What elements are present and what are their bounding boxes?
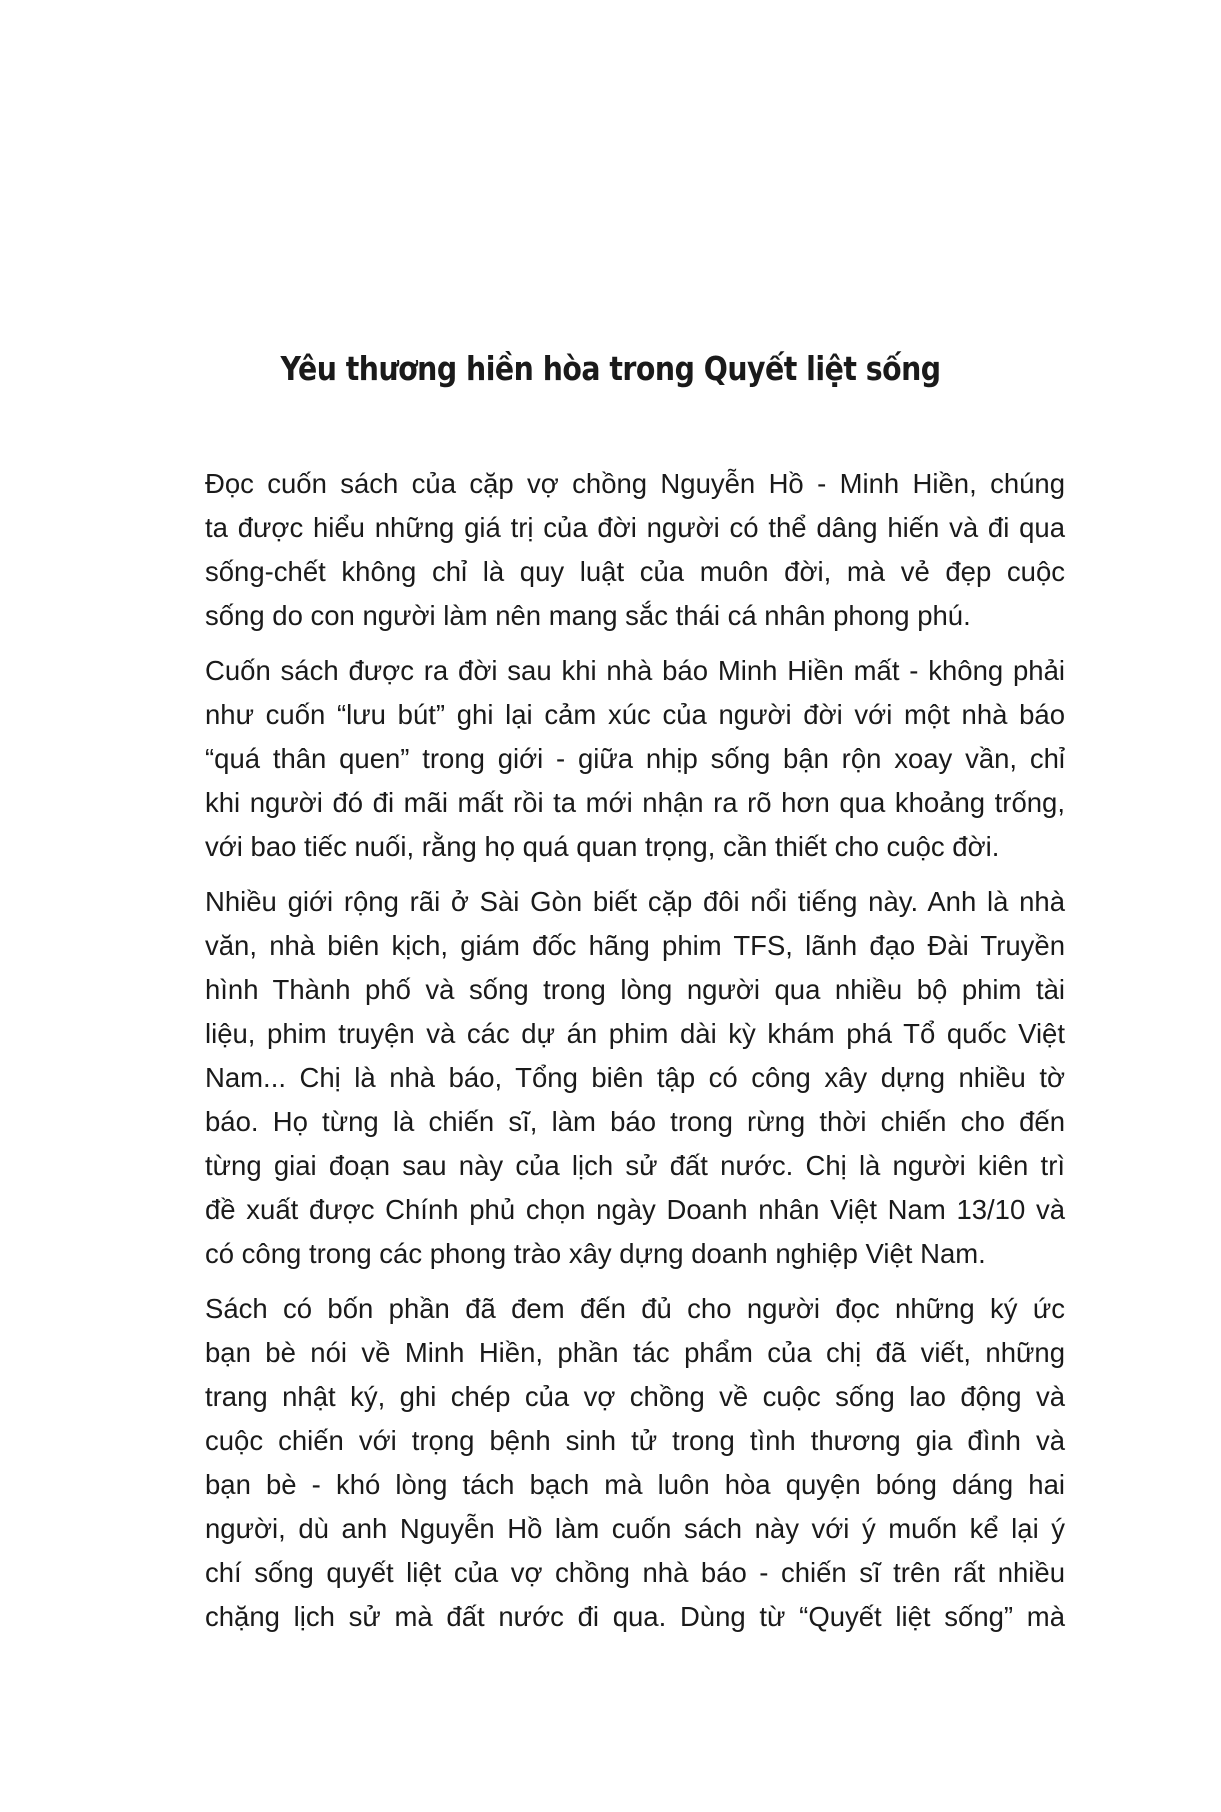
text-line: văn, nhà biên kịch, giám đốc hãng phim TFS, lãnh đạo Đài Truyền: [205, 930, 1065, 961]
text-line: Nam... Chị là nhà báo, Tổng biên tập có công xây dựng nhiều tờ: [205, 1062, 1065, 1093]
paragraph-4: [205, 1287, 1065, 1639]
text-line: ta được hiểu những giá trị của đời người có thể dâng hiến và đi qua: [205, 512, 1065, 543]
text-line: Đọc cuốn sách của cặp vợ chồng Nguyễn Hồ - Minh Hiền, chúng: [205, 468, 1065, 499]
text-line: từng giai đoạn sau này của lịch sử đất nước. Chị là người kiên trì: [205, 1150, 1065, 1181]
chapter-title: Yêu thương hiền hòa trong Quyết liệt sống: [280, 349, 941, 388]
text-line: bạn bè nói về Minh Hiền, phần tác phẩm của chị đã viết, những: [205, 1337, 1065, 1368]
text-line: Nhiều giới rộng rãi ở Sài Gòn biết cặp đôi nổi tiếng này. Anh là nhà: [205, 886, 1065, 917]
text-line: “quá thân quen” trong giới - giữa nhịp sống bận rộn xoay vần, chỉ: [205, 743, 1065, 774]
text-line: khi người đó đi mãi mất rồi ta mới nhận ra rõ hơn qua khoảng trống,: [205, 787, 1065, 818]
text-line: bạn bè - khó lòng tách bạch mà luôn hòa quyện bóng dáng hai: [205, 1469, 1065, 1500]
text-line: người, dù anh Nguyễn Hồ làm cuốn sách này với ý muốn kể lại ý: [205, 1513, 1065, 1544]
text-line: Cuốn sách được ra đời sau khi nhà báo Minh Hiền mất - không phải: [205, 655, 1065, 686]
text-line: báo. Họ từng là chiến sĩ, làm báo trong rừng thời chiến cho đến: [205, 1106, 1065, 1137]
text-line: hình Thành phố và sống trong lòng người qua nhiều bộ phim tài: [205, 974, 1065, 1005]
body-text: [205, 462, 1065, 1650]
text-line: đề xuất được Chính phủ chọn ngày Doanh nhân Việt Nam 13/10 và: [205, 1194, 1065, 1225]
text-line: chí sống quyết liệt của vợ chồng nhà báo - chiến sĩ trên rất nhiều: [205, 1557, 1065, 1588]
text-line: trang nhật ký, ghi chép của vợ chồng về cuộc sống lao động và: [205, 1381, 1065, 1412]
text-line: chặng lịch sử mà đất nước đi qua. Dùng từ “Quyết liệt sống” mà: [205, 1601, 1065, 1632]
text-line: như cuốn “lưu bút” ghi lại cảm xúc của người đời với một nhà báo: [205, 699, 1065, 730]
text-line: có công trong các phong trào xây dựng doanh nghiệp Việt Nam.: [205, 1238, 986, 1269]
text-line: sống do con người làm nên mang sắc thái cá nhân phong phú.: [205, 600, 971, 631]
paragraph-2: [205, 649, 1065, 869]
text-line: với bao tiếc nuối, rằng họ quá quan trọng, cần thiết cho cuộc đời.: [205, 831, 1000, 862]
text-line: liệu, phim truyện và các dự án phim dài kỳ khám phá Tổ quốc Việt: [205, 1018, 1065, 1049]
text-line: sống-chết không chỉ là quy luật của muôn đời, mà vẻ đẹp cuộc: [205, 556, 1065, 587]
text-line: Sách có bốn phần đã đem đến đủ cho người đọc những ký ức: [205, 1293, 1065, 1324]
paragraph-3: [205, 880, 1065, 1276]
paragraph-1: [205, 462, 1065, 638]
text-line: cuộc chiến với trọng bệnh sinh tử trong tình thương gia đình và: [205, 1425, 1065, 1456]
